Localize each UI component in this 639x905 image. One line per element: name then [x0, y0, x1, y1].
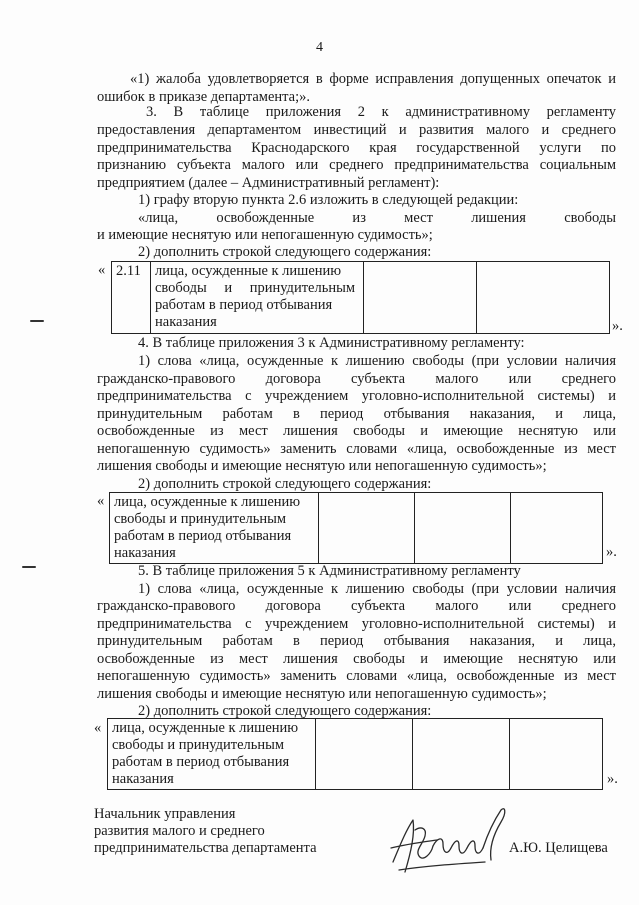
table-cell-line: наказания [112, 771, 174, 787]
text-line: и имеющие неснятую или непогашенную судимость»; [97, 227, 433, 243]
text-line: 2) дополнить строкой следующего содержания: [138, 244, 432, 260]
text-line: 4. В таблице приложения 3 к Административному регламенту: [138, 335, 525, 351]
table-cell-text [108, 719, 316, 790]
text-line: «1) жалоба удовлетворяется в форме исправления допущенных опечаток и [130, 71, 616, 87]
table-cell-text [110, 493, 319, 564]
text-line: 3. В таблице приложения 2 к административному регламенту [146, 104, 616, 120]
table-cell-empty [510, 719, 603, 790]
table-cell-empty [316, 719, 413, 790]
text-line: освобожденные из мест лишения свободы и имеющие неснятую или [97, 651, 616, 667]
table-cell-text [151, 262, 364, 334]
text-line: освобожденные из мест лишения свободы и имеющие неснятую или [97, 423, 616, 439]
text-line: 2) дополнить строкой следующего содержания: [138, 476, 432, 492]
table-cell-line: наказания [114, 545, 176, 561]
signature-title-line: предпринимательства департамента [94, 840, 317, 856]
text-line: предпринимательства Краснодарского края государственной услуги по [97, 140, 616, 156]
scan-margin-mark [22, 566, 36, 568]
page-number: 4 [316, 40, 323, 55]
scan-margin-mark [30, 320, 44, 322]
insert-table-3 [107, 718, 603, 790]
quote-close: ». [607, 771, 618, 787]
quote-open: « [98, 262, 106, 278]
quote-close: ». [606, 544, 617, 560]
signature-title-line: развития малого и среднего [94, 823, 265, 839]
text-line: лишения свободы и имеющие неснятую или непогашенную судимость»; [97, 686, 547, 702]
table-cell-empty [364, 262, 477, 334]
table-cell-line: работам в период отбывания [112, 754, 290, 770]
text-line: предпринимательства с учреждением уголовно-исполнительной системы) и [97, 388, 616, 404]
signatory-name: А.Ю. Целищева [509, 840, 608, 856]
table-cell-line: лица, осужденные к лишению [155, 263, 342, 279]
text-line: признанию субъекта малого или среднего предпринимательства социальным [97, 157, 616, 173]
text-line: 2) дополнить строкой следующего содержания: [138, 703, 432, 719]
table-cell-line: работам в период отбывания [114, 528, 292, 544]
text-line: 5. В таблице приложения 5 к Административному регламенту [138, 563, 521, 579]
text-line: принудительным работам в период отбывания наказания, и лица, [97, 633, 616, 649]
table-cell-empty [415, 493, 511, 564]
table-cell-line: наказания [155, 314, 217, 330]
text-line: непогашенную судимость» заменить словами «лица, освобожденные из мест [97, 441, 616, 457]
table-cell-line: свободы и принудительным [112, 737, 285, 753]
table-cell-line: лица, осужденные к лишению [112, 720, 299, 736]
signature-title-line: Начальник управления [94, 806, 236, 822]
table-cell-empty [413, 719, 510, 790]
text-line: принудительным работам в период отбывания наказания, и лица, [97, 406, 616, 422]
text-line: «лица, освобожденные из мест лишения свободы [138, 210, 616, 226]
table-cell-empty [319, 493, 415, 564]
table-cell-line: свободы и принудительным [114, 511, 287, 527]
insert-table-1 [111, 261, 610, 334]
quote-open: « [94, 720, 102, 736]
table-cell-line: работам в период отбывания [155, 297, 333, 313]
text-line: 1) графу вторую пункта 2.6 изложить в следующей редакции: [138, 192, 519, 208]
text-line: непогашенную судимость» заменить словами «лица, освобожденные из мест [97, 668, 616, 684]
table-cell-number: 2.11 [112, 262, 151, 334]
table-cell-empty [477, 262, 610, 334]
text-line: предоставления департаментом инвестиций и развития малого и среднего [97, 122, 616, 138]
table-cell-empty [511, 493, 603, 564]
text-line: 1) слова «лица, осужденные к лишению свободы (при условии наличия [138, 581, 616, 597]
handwritten-signature [385, 800, 520, 885]
text-line: лишения свободы и имеющие неснятую или непогашенную судимость»; [97, 458, 547, 474]
insert-table-2 [109, 492, 603, 564]
text-line: предпринимательства с учреждением уголовно-исполнительной системы) и [97, 616, 616, 632]
quote-close: ». [612, 318, 623, 334]
text-line: гражданско-правового договора субъекта малого или среднего [97, 598, 616, 614]
text-line: предприятием (далее – Административный регламент): [97, 175, 440, 191]
text-line: гражданско-правового договора субъекта малого или среднего [97, 371, 616, 387]
quote-open: « [97, 493, 105, 509]
table-cell-line: свободы и принудительным [155, 280, 355, 296]
table-cell-line: лица, осужденные к лишению [114, 494, 301, 510]
text-line: ошибок в приказе департамента;». [97, 89, 311, 105]
text-line: 1) слова «лица, осужденные к лишению свободы (при условии наличия [138, 353, 616, 369]
